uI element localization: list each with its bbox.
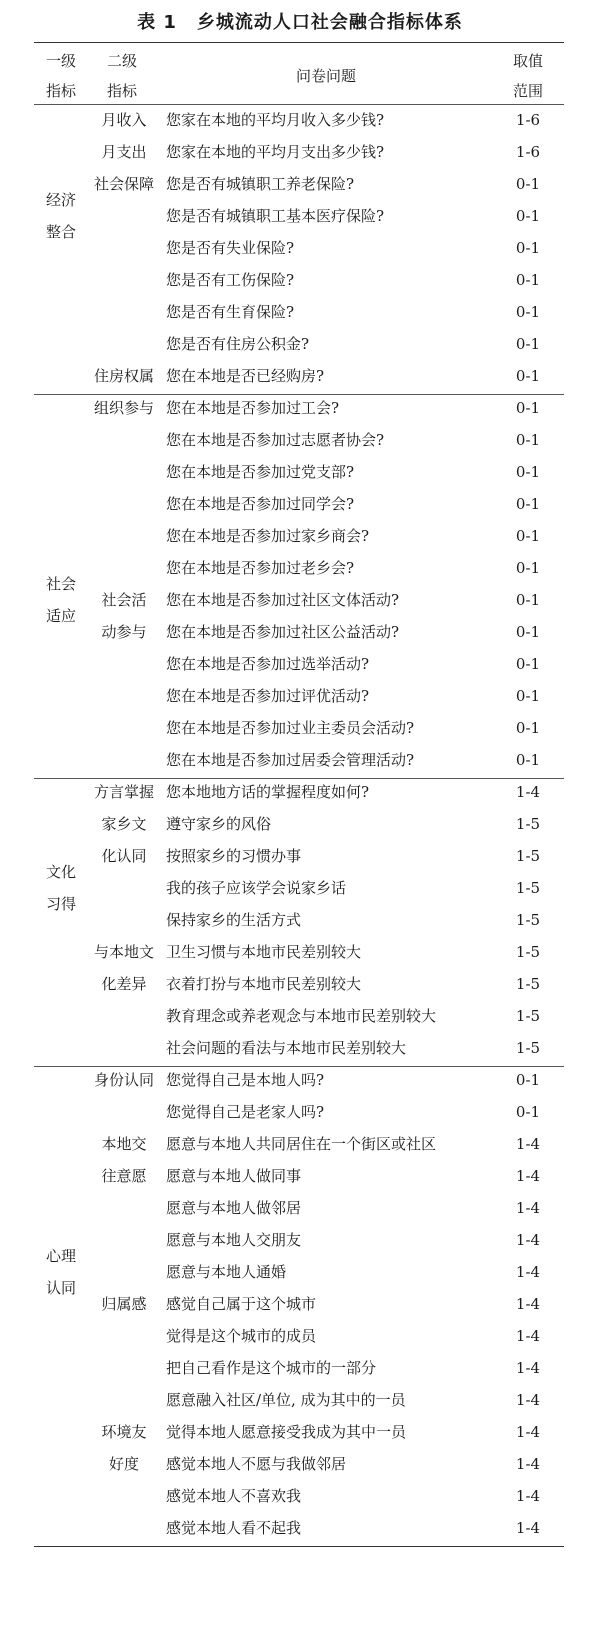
range-cell: 0-1 xyxy=(515,623,541,641)
question-cell: 衣着打扮与本地市民差别较大 xyxy=(166,975,362,993)
table-row xyxy=(0,1512,600,1544)
table-row xyxy=(0,200,600,232)
question-cell: 感觉本地人不喜欢我 xyxy=(166,1487,302,1505)
range-cell: 0-1 xyxy=(515,271,541,289)
question-cell: 卫生习惯与本地市民差别较大 xyxy=(166,943,362,961)
level1-label: 认同 xyxy=(45,1279,76,1297)
question-cell: 社会问题的看法与本地市民差别较大 xyxy=(166,1039,407,1057)
question-cell: 把自己看作是这个城市的一部分 xyxy=(166,1359,377,1377)
level1-label: 适应 xyxy=(45,607,76,625)
range-cell: 0-1 xyxy=(515,559,541,577)
level2-label: 住房权属 xyxy=(93,367,154,385)
question-cell: 您在本地是否参加过评优活动? xyxy=(166,687,370,705)
level2-label: 方言掌握 xyxy=(93,783,154,801)
range-cell: 0-1 xyxy=(515,431,541,449)
header-level1-line2: 指标 xyxy=(45,82,76,100)
question-cell: 保持家乡的生活方式 xyxy=(166,911,302,929)
range-cell: 1-5 xyxy=(515,943,541,961)
header-range-line1: 取值 xyxy=(512,52,543,70)
range-cell: 1-4 xyxy=(515,1455,541,1473)
range-cell: 1-5 xyxy=(515,847,541,865)
question-cell: 遵守家乡的风俗 xyxy=(166,815,272,833)
level2-label: 动参与 xyxy=(101,623,147,641)
range-cell: 0-1 xyxy=(515,239,541,257)
question-cell: 您在本地是否参加过同学会? xyxy=(166,495,355,513)
level2-label: 身份认同 xyxy=(93,1071,154,1089)
table-row xyxy=(0,1192,600,1224)
question-cell: 您是否有城镇职工养老保险? xyxy=(166,175,355,193)
table-row xyxy=(0,488,600,520)
table-caption: 乡城流动人口社会融合指标体系 xyxy=(196,12,463,33)
level2-label: 组织参与 xyxy=(93,399,154,417)
question-cell: 您在本地是否参加过老乡会? xyxy=(166,559,355,577)
range-cell: 0-1 xyxy=(515,367,541,385)
question-cell: 您在本地是否参加过党支部? xyxy=(166,463,355,481)
question-cell: 您是否有生育保险? xyxy=(166,303,295,321)
range-cell: 1-4 xyxy=(515,1263,541,1281)
question-cell: 愿意与本地人做邻居 xyxy=(166,1199,302,1217)
question-cell: 您在本地是否参加过志愿者协会? xyxy=(166,431,385,449)
level2-label: 归属感 xyxy=(101,1295,147,1313)
range-cell: 1-4 xyxy=(515,1423,541,1441)
level2-label: 月收入 xyxy=(101,111,147,129)
header-range-line2: 范围 xyxy=(512,82,543,100)
range-cell: 1-5 xyxy=(515,1007,541,1025)
bottom-rule xyxy=(34,1546,564,1547)
question-cell: 愿意融入社区/单位, 成为其中的一员 xyxy=(166,1391,406,1409)
range-cell: 1-4 xyxy=(515,1327,541,1345)
question-cell: 您家在本地的平均月收入多少钱? xyxy=(166,111,385,129)
question-cell: 觉得是这个城市的成员 xyxy=(166,1327,317,1345)
question-cell: 您在本地是否参加过工会? xyxy=(166,399,340,417)
level2-label: 化认同 xyxy=(101,847,147,865)
range-cell: 0-1 xyxy=(515,751,541,769)
table-row xyxy=(0,904,600,936)
question-cell: 觉得本地人愿意接受我成为其中一员 xyxy=(166,1423,407,1441)
level1-label: 心理 xyxy=(45,1247,76,1265)
range-cell: 0-1 xyxy=(515,655,541,673)
level2-label: 化差异 xyxy=(101,975,147,993)
range-cell: 1-4 xyxy=(515,1359,541,1377)
question-cell: 您在本地是否参加过社区公益活动? xyxy=(166,623,400,641)
range-cell: 0-1 xyxy=(515,207,541,225)
range-cell: 1-4 xyxy=(515,783,541,801)
question-cell: 您在本地是否参加过居委会管理活动? xyxy=(166,751,415,769)
level2-label: 家乡文 xyxy=(101,815,147,833)
range-cell: 0-1 xyxy=(515,463,541,481)
level2-label: 与本地文 xyxy=(93,943,154,961)
range-cell: 0-1 xyxy=(515,527,541,545)
question-cell: 按照家乡的习惯办事 xyxy=(166,847,302,865)
range-cell: 1-4 xyxy=(515,1231,541,1249)
question-cell: 感觉本地人看不起我 xyxy=(166,1519,302,1537)
question-cell: 您在本地是否参加过社区文体活动? xyxy=(166,591,400,609)
level1-label: 文化 xyxy=(45,863,76,881)
level2-label: 环境友 xyxy=(101,1423,147,1441)
question-cell: 您觉得自己是老家人吗? xyxy=(166,1103,325,1121)
range-cell: 0-1 xyxy=(515,399,541,417)
range-cell: 1-4 xyxy=(515,1199,541,1217)
table-row xyxy=(0,1000,600,1032)
table-row xyxy=(0,1032,600,1064)
range-cell: 1-4 xyxy=(515,1391,541,1409)
table-row xyxy=(0,648,600,680)
table-row xyxy=(0,1320,600,1352)
question-cell: 您是否有失业保险? xyxy=(166,239,295,257)
table-row xyxy=(0,1256,600,1288)
level1-label: 习得 xyxy=(45,895,76,913)
range-cell: 1-6 xyxy=(515,143,541,161)
header-level2-line1: 二级 xyxy=(106,52,137,70)
level2-label: 社会活 xyxy=(101,591,147,609)
table-row xyxy=(0,264,600,296)
question-cell: 愿意与本地人交朋友 xyxy=(166,1231,302,1249)
question-cell: 教育理念或养老观念与本地市民差别较大 xyxy=(166,1007,437,1025)
range-cell: 0-1 xyxy=(515,719,541,737)
range-cell: 1-5 xyxy=(515,815,541,833)
range-cell: 0-1 xyxy=(515,687,541,705)
question-cell: 您是否有工伤保险? xyxy=(166,271,295,289)
question-cell: 您在本地是否参加过业主委员会活动? xyxy=(166,719,415,737)
question-cell: 愿意与本地人共同居住在一个街区或社区 xyxy=(166,1135,437,1153)
range-cell: 1-5 xyxy=(515,879,541,897)
table-row xyxy=(0,1384,600,1416)
question-cell: 您家在本地的平均月支出多少钱? xyxy=(166,143,385,161)
table-row xyxy=(0,232,600,264)
table-row xyxy=(0,456,600,488)
table-row xyxy=(0,1096,600,1128)
table-row xyxy=(0,680,600,712)
header-level2-line2: 指标 xyxy=(106,82,137,100)
table-row xyxy=(0,712,600,744)
range-cell: 0-1 xyxy=(515,1103,541,1121)
table-row xyxy=(0,328,600,360)
table-number: 表 1 xyxy=(137,12,177,33)
range-cell: 1-5 xyxy=(515,1039,541,1057)
level2-label: 好度 xyxy=(108,1455,139,1473)
question-cell: 您本地地方话的掌握程度如何? xyxy=(166,783,370,801)
question-cell: 您在本地是否参加过家乡商会? xyxy=(166,527,370,545)
range-cell: 0-1 xyxy=(515,591,541,609)
range-cell: 0-1 xyxy=(515,495,541,513)
question-cell: 感觉自己属于这个城市 xyxy=(166,1295,317,1313)
header-question: 问卷问题 xyxy=(295,67,356,85)
range-cell: 1-5 xyxy=(515,911,541,929)
question-cell: 您觉得自己是本地人吗? xyxy=(166,1071,325,1089)
table-row xyxy=(0,296,600,328)
question-cell: 感觉本地人不愿与我做邻居 xyxy=(166,1455,347,1473)
table-row xyxy=(0,1224,600,1256)
range-cell: 1-6 xyxy=(515,111,541,129)
table-title xyxy=(0,6,600,40)
question-cell: 我的孩子应该学会说家乡话 xyxy=(166,879,347,897)
level2-label: 月支出 xyxy=(101,143,147,161)
level1-label: 社会 xyxy=(45,575,76,593)
question-cell: 您是否有住房公积金? xyxy=(166,335,310,353)
top-rule xyxy=(34,42,564,43)
range-cell: 0-1 xyxy=(515,1071,541,1089)
table-row xyxy=(0,1480,600,1512)
question-cell: 您在本地是否参加过选举活动? xyxy=(166,655,370,673)
table-row xyxy=(0,520,600,552)
table-row xyxy=(0,424,600,456)
question-cell: 愿意与本地人通婚 xyxy=(166,1263,287,1281)
level1-label: 整合 xyxy=(45,223,76,241)
table-row xyxy=(0,552,600,584)
range-cell: 0-1 xyxy=(515,303,541,321)
range-cell: 1-4 xyxy=(515,1487,541,1505)
header-level1-line1: 一级 xyxy=(45,52,76,70)
range-cell: 1-4 xyxy=(515,1519,541,1537)
level2-label: 本地交 xyxy=(101,1135,147,1153)
table-row xyxy=(0,1352,600,1384)
range-cell: 1-4 xyxy=(515,1295,541,1313)
level2-label: 社会保障 xyxy=(93,175,154,193)
question-cell: 愿意与本地人做同事 xyxy=(166,1167,302,1185)
range-cell: 1-4 xyxy=(515,1135,541,1153)
question-cell: 您在本地是否已经购房? xyxy=(166,367,325,385)
range-cell: 0-1 xyxy=(515,175,541,193)
level1-label: 经济 xyxy=(45,191,76,209)
table-row xyxy=(0,744,600,776)
level2-label: 往意愿 xyxy=(101,1167,147,1185)
table-row xyxy=(0,872,600,904)
range-cell: 1-4 xyxy=(515,1167,541,1185)
question-cell: 您是否有城镇职工基本医疗保险? xyxy=(166,207,385,225)
range-cell: 1-5 xyxy=(515,975,541,993)
range-cell: 0-1 xyxy=(515,335,541,353)
